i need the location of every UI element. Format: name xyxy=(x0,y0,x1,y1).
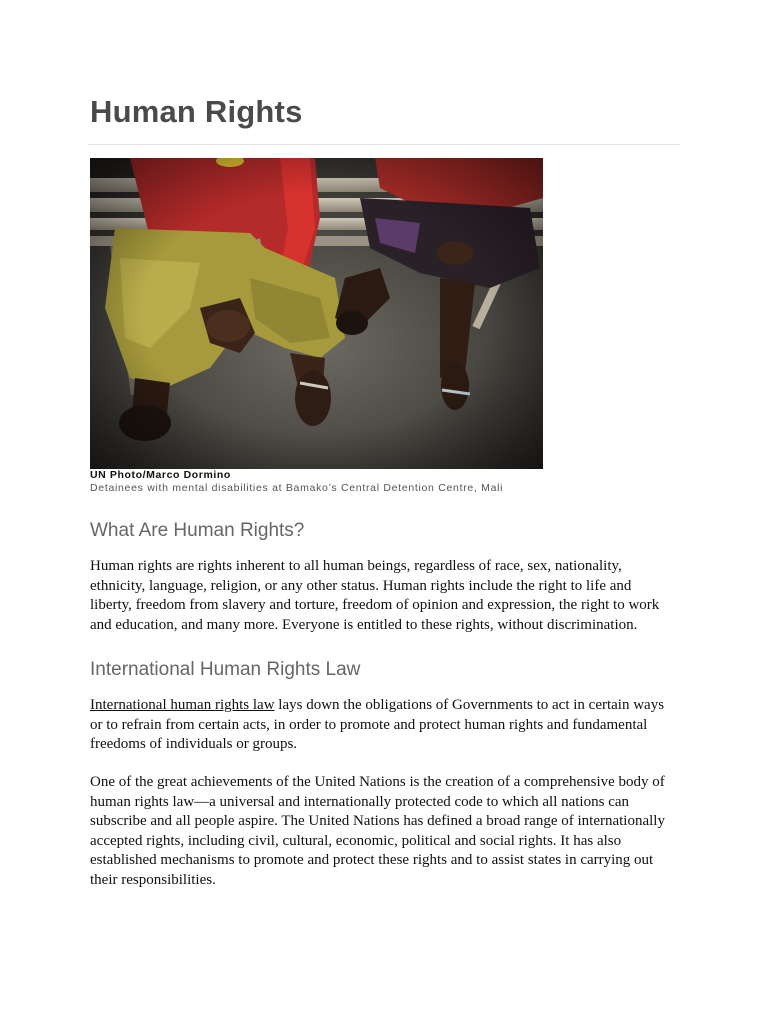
section-heading-international-law: International Human Rights Law xyxy=(90,659,361,680)
title-divider xyxy=(88,144,680,145)
detainees-photo xyxy=(90,158,543,469)
paragraph-what-are-human-rights: Human rights are rights inherent to all human beings, regardless of race, sex, nationality, ethnicity, language, religion, or any other status. Human rights include the right to life and liberty, freedom from slavery and torture, freedom of opinion and expression, the right to work and education, and many more. Everyone is entitled to these rights, without discrimination. xyxy=(90,558,660,633)
page-title: Human Rights xyxy=(90,94,303,129)
photo-credit: UN Photo/Marco Dormino xyxy=(90,469,231,481)
photo-caption: Detainees with mental disabilities at Bamako’s Central Detention Centre, Mali xyxy=(90,482,504,494)
paragraph-international-law-text: lays down the obligations of Governments to act in certain ways or to refrain from certain acts, in order to promote and protect human rights and fundamental freedoms of individuals or groups. xyxy=(90,697,665,752)
paragraph-un-achievements: One of the great achievements of the United Nations is the creation of a comprehensive body of human rights law—a universal and internationally protected code to which all nations can subscribe and all people aspire. The United Nations has defined a broad range of internationally accepted rights, including civil, cultural, economic, political and social rights. It has also established mechanisms to promote and protect these rights and to assist states in carrying out their responsibilities. xyxy=(90,774,665,888)
section-heading-what-are-human-rights: What Are Human Rights? xyxy=(90,520,305,541)
international-human-rights-law-link[interactable]: International human rights law xyxy=(90,697,275,713)
paragraph-international-law xyxy=(90,696,675,755)
